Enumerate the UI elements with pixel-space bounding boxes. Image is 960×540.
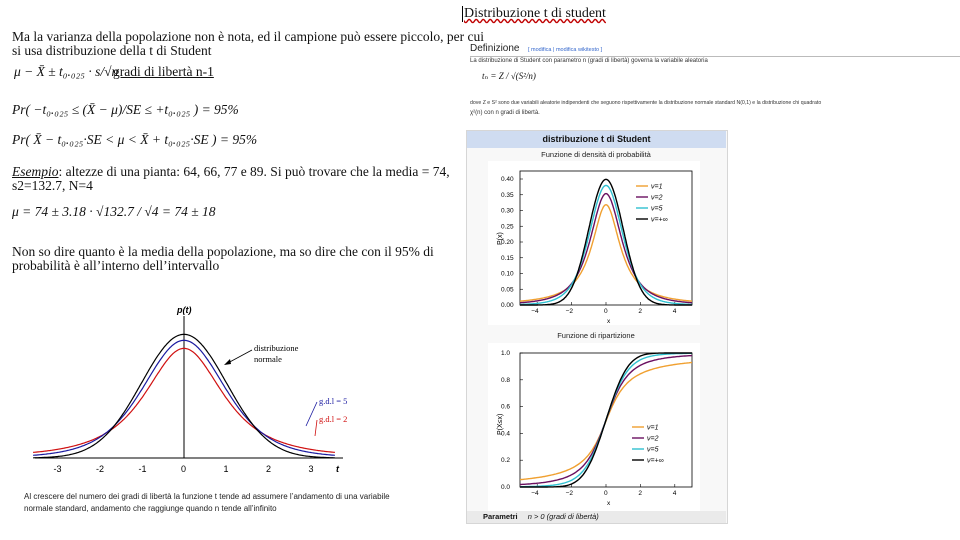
y-tick-label: 0.25 (501, 223, 514, 231)
x-tick-label: −2 (565, 490, 574, 497)
x-tick-label: -2 (96, 464, 105, 474)
params-value: n > 0 (gradi di libertà) (527, 512, 599, 521)
infobox-header (467, 131, 726, 148)
legend-label-4: ν=+∞ (647, 457, 664, 465)
y-tick-label: 0.4 (501, 430, 511, 438)
cdf-caption: Funzione di ripartizione (557, 331, 635, 340)
legend-label-1: ν=1 (651, 183, 663, 191)
y-tick-label: 0.0 (501, 484, 511, 491)
x-tick-label: 2 (266, 464, 272, 474)
section-heading-text: Definizione (470, 43, 520, 54)
intro-line-2: si usa distribuzione della t di Student (12, 43, 212, 58)
edit-links[interactable]: [ modifica | modifica wikitesto ] (527, 47, 603, 53)
definition-line-2: dove Z e S² sono due variabili aleatorie indipendenti che seguono rispettivamente la distribuzione normale standard N(0,1) e la distribuzione chi quadrato (470, 100, 822, 106)
pdf-ylabel: P(x) (497, 232, 504, 245)
intro-line-1: Ma la varianza della popolazione non è nota, ed il campione può essere piccolo, per cui (12, 29, 484, 44)
x-tick-label: 3 (308, 464, 314, 474)
annot-df2-arrow (315, 420, 317, 436)
slide-title (462, 6, 606, 22)
legend-label-2: ν=2 (651, 194, 663, 202)
cdf-xlabel: x (607, 500, 611, 507)
y-tick-label: 0.2 (501, 457, 511, 465)
legend-label-4: ν=+∞ (651, 216, 668, 224)
x-tick-label: 4 (672, 490, 677, 497)
y-tick-label: 0.00 (501, 302, 514, 309)
params-label: Parametri (483, 512, 518, 521)
cdf-chart (488, 343, 700, 511)
degrees-of-freedom-note: gradi di libertà n-1 (113, 64, 214, 79)
x-tick-label: 4 (672, 308, 677, 315)
pdf-plot-area (520, 171, 692, 305)
example-line-1 (12, 164, 450, 179)
x-tick-label: 0 (604, 490, 608, 497)
x-tick-label: -3 (53, 464, 62, 474)
formula-confidence-interval: μ − X̄ ± t₀.₀₂₅ · s/√n (14, 64, 119, 79)
pdf-xlabel: x (607, 318, 611, 325)
y-tick-label: 0.10 (501, 270, 514, 278)
x-tick-label: 1 (223, 464, 229, 474)
conclusion-line-2: probabilità è all’interno dell’intervallo (12, 258, 220, 273)
annot-df2: g.d.l = 2 (319, 414, 348, 424)
wiki-section-heading (470, 38, 960, 57)
y-tick-label: 0.40 (501, 176, 514, 183)
x-tick-label: −4 (531, 308, 539, 315)
y-tick-label: 0.30 (501, 207, 514, 215)
y-axis-label: p(t) (177, 305, 192, 315)
definition-line-1: La distribuzione di Student con parametro n (gradi di libertà) governa la variabile aleatoria (470, 58, 708, 64)
legend-label-2: ν=2 (647, 435, 659, 443)
y-tick-label: 1.0 (501, 350, 511, 357)
definition-formula: tₙ = Z / √(S²/n) (482, 71, 536, 81)
y-tick-label: 0.20 (501, 239, 514, 246)
x-tick-label: 0 (604, 308, 608, 315)
y-tick-label: 0.35 (501, 191, 514, 199)
infobox-params-row (467, 511, 726, 523)
y-tick-label: 0.15 (501, 254, 514, 262)
pdf-chart (488, 161, 700, 325)
formula-probability-2: Pr( X̄ − t₀.₀₂₅·SE < μ < X̄ + t₀.₀₂₅·SE ) = 95% (12, 132, 258, 147)
formula-probability-1: Pr( −t₀.₀₂₅ ≤ (X̄ − μ)/SE ≤ +t₀.₀₂₅ ) = 95% (12, 102, 239, 117)
x-axis-label: t (336, 464, 339, 474)
definition-line-3: χ²(n) con n gradi di libertà. (470, 110, 540, 116)
y-tick-label: 0.8 (501, 376, 511, 384)
slide-title-text: Distribuzione t di student (464, 6, 606, 21)
pdf-caption: Funzione di densità di probabilità (541, 150, 651, 159)
footer-note (24, 491, 390, 515)
infobox-title: distribuzione t di Student (542, 134, 651, 144)
x-tick-label: −4 (531, 490, 539, 497)
y-tick-label: 0.05 (501, 286, 514, 294)
example-label: Esempio (12, 164, 59, 179)
x-tick-label: 2 (638, 490, 643, 497)
example-text: : altezze di una pianta: 64, 66, 77 e 89. Si può trovare che la media = 74, (58, 164, 450, 179)
conclusion-line-1: Non so dire quanto è la media della popolazione, ma so dire che con il 95% di (12, 244, 434, 259)
x-tick-label: 0 (181, 464, 187, 474)
legend-label-1: ν=1 (647, 424, 659, 432)
example-line-2: s2=132.7, N=4 (12, 178, 93, 193)
footer-line-1: Al crescere del numero dei gradi di libertà la funzione t tende ad assumere l’andamento di una variabile (24, 492, 390, 501)
t-vs-normal-graph (25, 298, 370, 480)
annot-df5: g.d.l = 5 (319, 396, 348, 406)
formula-example-result: μ = 74 ± 3.18 · √132.7 / √4 = 74 ± 18 (12, 204, 216, 219)
legend-label-3: ν=5 (651, 205, 663, 213)
x-tick-label: -1 (138, 464, 147, 474)
x-tick-label: 2 (638, 308, 643, 315)
cdf-ylabel: P(X≤x) (497, 413, 504, 435)
y-tick-label: 0.6 (501, 403, 511, 411)
x-tick-label: −2 (565, 308, 574, 315)
legend-label-3: ν=5 (647, 446, 659, 454)
annot-normal-arrowhead (224, 359, 231, 365)
annot-normal-2: normale (254, 354, 282, 364)
annot-df5-arrow (306, 402, 317, 426)
footer-line-2: normale standard, andamento che raggiunge quando n tende all’infinito (24, 504, 277, 513)
annot-normal-1: distribuzione (254, 343, 299, 353)
